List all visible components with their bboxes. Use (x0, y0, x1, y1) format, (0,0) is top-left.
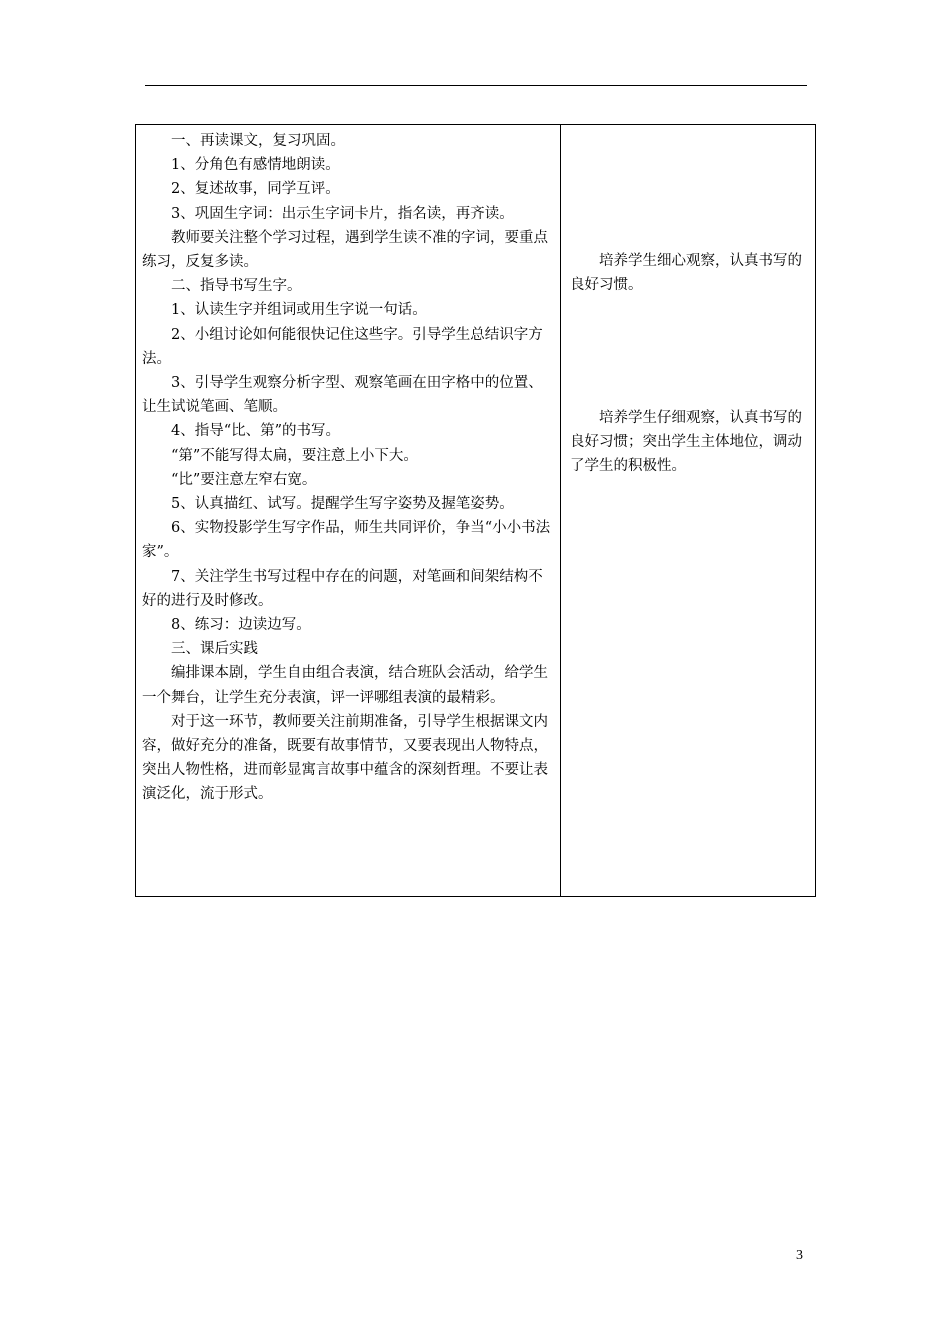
step-line: 二、指导书写生字。 (171, 278, 302, 295)
design-note-text: 培养学生仔细观察，认真书写的良好习惯；突出学生主体地位，调动了学生的积极性。 (570, 410, 802, 475)
step-line: “第”不能写得太扁，要注意上小下大。 (171, 447, 418, 464)
header-rule (145, 85, 807, 86)
lesson-plan-table (135, 124, 816, 897)
design-note-1 (570, 249, 810, 297)
step-line: 一、再读课文，复习巩固。 (171, 133, 345, 149)
step-line: 教师要关注整个学习过程，遇到学生读不准的字词，要重点练习，反复多读。 (142, 229, 548, 271)
step-line: 5、认真描红、试写。提醒学生写字姿势及握笔姿势。 (171, 496, 514, 513)
design-note-2 (570, 406, 810, 479)
page-number: 3 (796, 1248, 803, 1263)
step-line: 编排课本剧，学生自由组合表演，结合班队会活动，给学生一个舞台，让学生充分表演，评一评哪组表演的最精彩。 (142, 665, 548, 706)
step-line: “比”要注意左窄右宽。 (171, 471, 317, 488)
step-line: 1、分角色有感情地朗读。 (171, 157, 340, 174)
step-line: 对于这一环节，教师要关注前期准备，引导学生根据课文内容，做好充分的准备，既要有故事情节，又要表现出人物特点，突出人物性格，进而彰显寓言故事中蕴含的深刻哲理。不要让表演泛化，流于形式。 (142, 713, 548, 803)
step-line: 3、巩固生字词：出示生字词卡片，指名读，再齐读。 (171, 205, 514, 222)
design-note-text: 培养学生细心观察，认真书写的良好习惯。 (570, 253, 802, 294)
column-divider (560, 125, 561, 896)
step-line: 2、复述故事，同学互评。 (171, 181, 340, 198)
teaching-steps-column (142, 129, 555, 807)
step-line: 7、关注学生书写过程中存在的问题，对笔画和间架结构不好的进行及时修改。 (142, 568, 543, 609)
step-line: 4、指导“比、第”的书写。 (171, 423, 341, 440)
step-line: 3、引导学生观察分析字型、观察笔画在田字格中的位置、让生试说笔画、笔顺。 (142, 375, 543, 416)
step-line: 6、实物投影学生写字作品，师生共同评价，争当“小小书法家”。 (142, 520, 551, 561)
step-line: 8、练习：边读边写。 (171, 617, 311, 634)
step-line: 三、课后实践 (171, 641, 258, 658)
step-line: 2、小组讨论如何能很快记住这些字。引导学生总结识字方法。 (142, 326, 543, 367)
step-line: 1、认读生字并组词或用生字说一句话。 (171, 302, 427, 319)
